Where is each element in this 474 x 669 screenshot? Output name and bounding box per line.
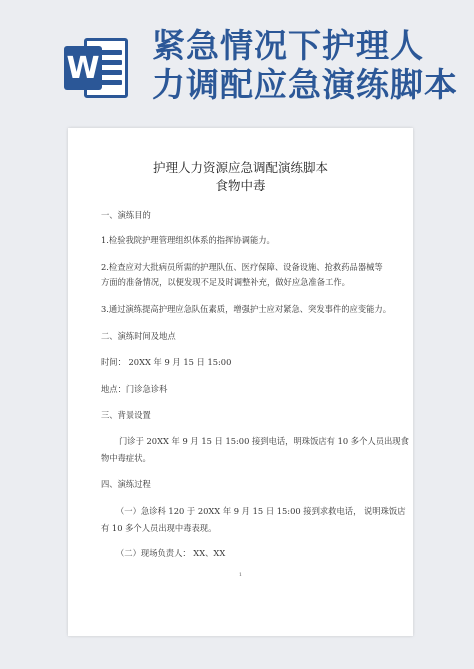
paragraph-line: 地点：门诊急诊科 [101, 384, 168, 394]
word-document-icon [64, 36, 132, 102]
paragraph-line: 1.检验我院护理管理组织体系的指挥协调能力。 [101, 235, 275, 245]
paragraph-line: 物中毒症状。 [101, 453, 151, 463]
paragraph-line: 方面的准备情况，以便发现不足及时调整补充，做好应急准备工作。 [101, 277, 350, 287]
section-heading: 二、演练时间及地点 [101, 331, 176, 341]
paragraph-line: 3.通过演练提高护理应急队伍素质，增强护士应对紧急、突发事件的应变能力。 [101, 304, 392, 314]
section-heading: 四、演练过程 [101, 479, 151, 489]
paragraph-line: （二）现场负责人： XX、XX [116, 548, 226, 558]
paragraph-line: 门诊于 20XX 年 9 月 15 日 15:00 接到电话，明珠饭店有 10 多个人员出现食 [119, 436, 409, 446]
document-page [68, 128, 413, 636]
banner-title-line-2: 力调配应急演练脚本 [152, 65, 458, 104]
document-title: 护理人力资源应急调配演练脚本 [152, 160, 328, 175]
banner-title [152, 26, 462, 104]
paragraph-line: 时间： 20XX 年 9 月 15 日 15:00 [101, 357, 232, 367]
header-banner [0, 0, 474, 112]
section-heading: 三、背景设置 [101, 410, 151, 420]
section-heading: 一、演练目的 [101, 210, 151, 220]
paragraph-line: 2.检查应对大批病员所需的护理队伍、医疗保障、设备设施、抢救药品器械等 [101, 262, 383, 272]
page-number: 1 [238, 572, 243, 578]
document-subtitle: 食物中毒 [215, 178, 266, 193]
paragraph-line: （一）急诊科 120 于 20XX 年 9 月 15 日 15:00 接到求救电话， 说明珠饭店 [116, 506, 406, 516]
paragraph-line: 有 10 多个人员出现中毒表现。 [101, 523, 217, 533]
banner-title-line-1: 紧急情况下护理人 [152, 26, 424, 65]
icon-badge: W [64, 46, 102, 90]
